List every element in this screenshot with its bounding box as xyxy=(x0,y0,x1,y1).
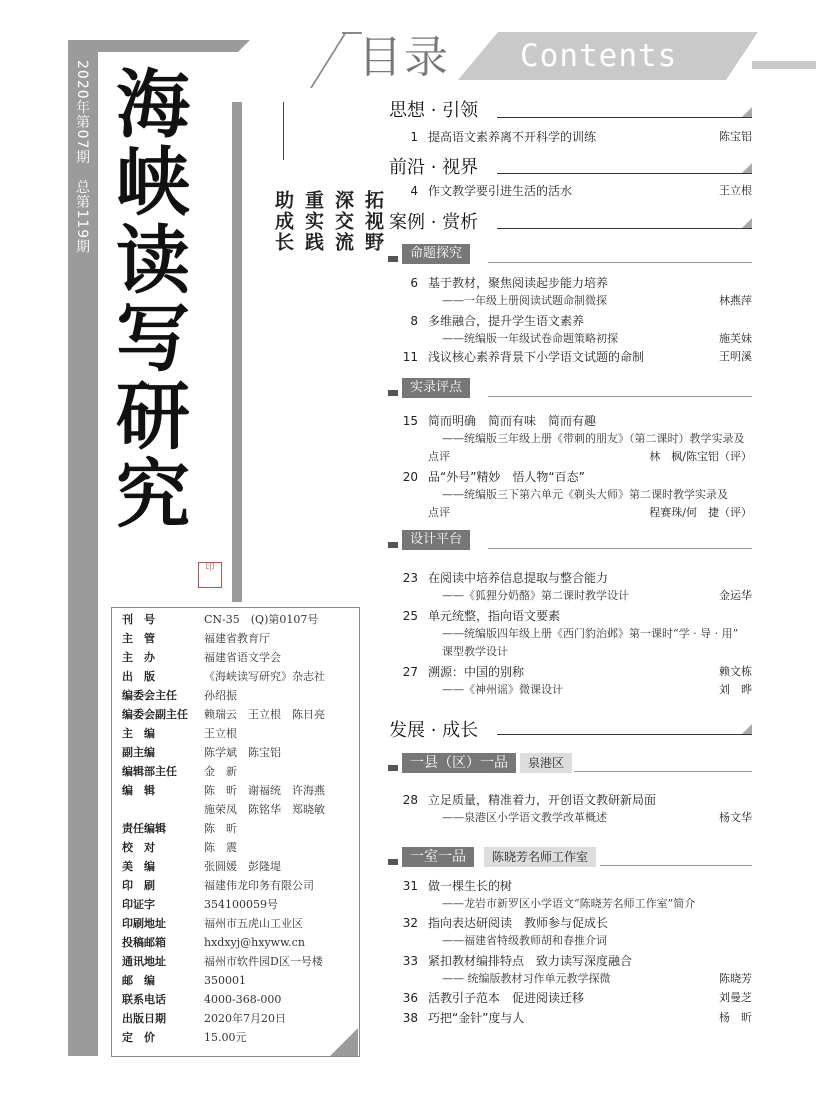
info-value: 《海峡读写研究》杂志社 xyxy=(204,670,325,683)
top-decorative-bar xyxy=(98,40,238,52)
info-label: 主 管 xyxy=(122,632,155,645)
section-arrow xyxy=(742,163,752,173)
publication-info-box xyxy=(111,607,360,1057)
info-value: 张圆媛 彭隆堤 xyxy=(204,860,281,873)
info-row xyxy=(122,1010,286,1028)
info-row xyxy=(122,744,281,762)
info-row xyxy=(122,820,237,838)
page-number: 31 xyxy=(402,879,418,893)
page-number: 38 xyxy=(402,1011,418,1025)
info-value: 陈学斌 陈宝铝 xyxy=(204,746,281,759)
page-title: 目录 xyxy=(358,32,450,83)
subsection-header xyxy=(388,530,752,550)
subsection-rule xyxy=(600,865,752,866)
info-value: hxdxyj@hxyww.cn xyxy=(204,936,305,949)
banner-tail xyxy=(752,61,816,69)
article-subtitle: ——《神州谣》微课设计 xyxy=(442,683,563,696)
subsection-tag: 一县（区）一品 xyxy=(402,753,516,773)
info-value: 金 新 xyxy=(204,765,237,778)
bar-corner xyxy=(238,40,250,52)
info-value: 赖瑞云 王立根 陈日亮 xyxy=(204,708,325,721)
page-number: 33 xyxy=(402,954,418,968)
article-subtitle: ——一年级上册阅读试题命制微探 xyxy=(442,294,607,307)
info-label: 校 对 xyxy=(122,841,155,854)
section-rule xyxy=(497,228,752,229)
motto-part: 深交流 xyxy=(332,190,354,253)
article-title: 巧把“金针”度与人 xyxy=(428,1011,525,1025)
subsection-subtag: 泉港区 xyxy=(520,753,572,773)
section-title: 思想 · 引领 xyxy=(389,100,479,121)
info-label: 主 编 xyxy=(122,727,155,740)
article-title: 多维融合，提升学生语文素养 xyxy=(428,314,585,328)
title-char: 写 xyxy=(116,296,190,382)
info-row xyxy=(122,915,303,933)
page-number: 8 xyxy=(410,314,418,328)
article-title: 浅议核心素养背景下小学语文试题的命制 xyxy=(428,350,645,364)
info-label: 刊 号 xyxy=(122,613,155,626)
subsection-marker xyxy=(388,542,398,548)
info-row xyxy=(122,953,323,971)
page-number: 6 xyxy=(410,276,418,290)
info-row xyxy=(122,630,270,648)
info-row xyxy=(122,877,314,895)
subsection-rule xyxy=(488,396,752,397)
motto-part: 助成长 xyxy=(272,190,294,253)
section-arrow xyxy=(742,107,752,117)
info-row xyxy=(122,934,305,952)
info-label: 投稿邮箱 xyxy=(122,936,166,949)
issue-info: 2020年第07期 总第119期 xyxy=(74,60,90,255)
info-label: 编 辑 xyxy=(122,784,155,797)
article-subtitle: ——泉港区小学语文教学改革概述 xyxy=(442,811,607,824)
section-rule xyxy=(497,117,752,118)
section-rule xyxy=(497,173,752,174)
info-value: 陈 昕 xyxy=(204,822,237,835)
section-arrow xyxy=(742,724,752,734)
info-value: CN-35 (Q)第0107号 xyxy=(204,613,319,626)
contents-label: Contents xyxy=(520,38,678,74)
author: 赖文栋 xyxy=(719,665,752,678)
article-title: 提高语文素养离不开科学的训练 xyxy=(428,130,597,144)
info-row xyxy=(122,687,237,705)
section-rule xyxy=(497,734,752,735)
author: 陈晓芳 xyxy=(719,972,752,985)
section-title: 发展 · 成长 xyxy=(389,720,479,741)
page-number: 28 xyxy=(402,793,418,807)
subsection-marker xyxy=(388,859,398,865)
info-row xyxy=(122,649,281,667)
page-number: 20 xyxy=(402,470,418,484)
article-subtitle: 点评 xyxy=(428,450,450,463)
subsection-tag: 一室一品 xyxy=(402,847,474,867)
info-row xyxy=(122,858,281,876)
article-title: 简而明确 简而有味 简而有趣 xyxy=(428,414,597,428)
info-value: 354100059号 xyxy=(204,898,278,911)
page-number: 32 xyxy=(402,916,418,930)
info-value: 陈 震 xyxy=(204,841,237,854)
motto xyxy=(268,190,388,550)
title-char: 究 xyxy=(116,452,190,538)
info-row xyxy=(122,991,281,1009)
page-number: 27 xyxy=(402,665,418,679)
author: 王立根 xyxy=(719,184,752,197)
article-title: 品“外号”精妙 悟人物“百态” xyxy=(428,470,585,484)
article-subtitle: ——统编版四年级上册《西门豹治邺》第一课时“学 · 导 · 用” xyxy=(442,627,739,640)
article-title: 做一棵生长的树 xyxy=(428,879,513,893)
info-label: 编委会主任 xyxy=(122,689,177,702)
article-subtitle: ——福建省特级教师胡和春推介词 xyxy=(442,934,607,947)
article-subtitle: ——《狐狸分奶酪》第二课时教学设计 xyxy=(442,589,629,602)
info-value: 350001 xyxy=(204,974,246,987)
subsection-header xyxy=(388,378,752,398)
info-row xyxy=(122,896,278,914)
info-label: 联系电话 xyxy=(122,993,166,1006)
subsection-subtag: 陈晓芳名师工作室 xyxy=(484,847,596,867)
subsection-rule xyxy=(488,548,752,549)
article-subtitle: 课型教学设计 xyxy=(442,645,508,658)
info-row xyxy=(122,763,237,781)
info-row xyxy=(122,1029,247,1047)
subsection-tag: 实录评点 xyxy=(402,378,470,398)
info-label: 通讯地址 xyxy=(122,955,166,968)
motto-part: 拓视野 xyxy=(362,190,384,253)
motto-part: 重实践 xyxy=(302,190,324,253)
author: 刘曼芝 xyxy=(719,991,752,1004)
title-char: 海 xyxy=(116,62,190,148)
info-label: 编委会副主任 xyxy=(122,708,188,721)
subsection-tag: 命题探究 xyxy=(402,244,470,264)
article-title: 在阅读中培养信息提取与整合能力 xyxy=(428,571,609,585)
header-slash xyxy=(310,34,346,88)
inner-decorative-bar xyxy=(232,102,242,602)
author: 杨文华 xyxy=(719,811,752,824)
info-value: 施荣凤 陈铭华 郑晓敏 xyxy=(204,803,325,816)
subsection-marker xyxy=(388,765,398,771)
article-subtitle: ——统编版三下第六单元《剃头大师》第二课时教学实录及 xyxy=(442,488,728,501)
section-title: 前沿 · 视界 xyxy=(389,157,479,178)
info-label: 出版日期 xyxy=(122,1012,166,1025)
info-label: 印 刷 xyxy=(122,879,155,892)
page-number: 4 xyxy=(410,184,418,198)
info-value: 福建伟龙印务有限公司 xyxy=(204,879,314,892)
title-char: 峡 xyxy=(116,140,190,226)
page-number: 15 xyxy=(402,414,418,428)
author: 杨 昕 xyxy=(719,1011,752,1024)
article-title: 指向表达研阅读 教师参与促成长 xyxy=(428,916,609,930)
info-row xyxy=(122,972,246,990)
author: 林燕萍 xyxy=(719,294,752,307)
info-label: 责任编辑 xyxy=(122,822,166,835)
info-label: 编辑部主任 xyxy=(122,765,177,778)
info-row xyxy=(122,668,325,686)
info-value: 福建省教育厅 xyxy=(204,632,270,645)
info-value: 福州市软件园D区一号楼 xyxy=(204,955,323,968)
page-number: 25 xyxy=(402,609,418,623)
subsection-header xyxy=(388,244,752,264)
page-number: 1 xyxy=(410,130,418,144)
article-title: 单元统整，指向语文要素 xyxy=(428,609,561,623)
info-value: 陈 昕 谢福统 许海燕 xyxy=(204,784,325,797)
info-label: 美 编 xyxy=(122,860,155,873)
title-char: 读 xyxy=(116,218,190,304)
info-box-corner xyxy=(330,1028,358,1056)
author: 金运华 xyxy=(719,589,752,602)
info-row xyxy=(122,839,237,857)
article-subtitle: ——统编版一年级试卷命题策略初探 xyxy=(442,332,618,345)
info-row xyxy=(122,782,325,800)
subsection-tag: 设计平台 xyxy=(402,530,470,550)
author: 施芙妹 xyxy=(719,332,752,345)
info-label: 副主编 xyxy=(122,746,155,759)
title-char: 研 xyxy=(116,374,190,460)
info-value: 福建省语文学会 xyxy=(204,651,281,664)
page-number: 11 xyxy=(402,350,418,364)
info-row xyxy=(122,801,325,819)
article-subtitle: ——龙岩市新罗区小学语文“陈晓芳名师工作室”简介 xyxy=(442,897,696,910)
section-arrow xyxy=(742,218,752,228)
article-subtitle: 点评 xyxy=(428,506,450,519)
info-label: 定 价 xyxy=(122,1031,155,1044)
info-value: 孙绍振 xyxy=(204,689,237,702)
author: 程赛珠/何 捷（评） xyxy=(649,506,752,519)
info-row xyxy=(122,725,237,743)
author: 刘 晔 xyxy=(719,683,752,696)
subsection-marker xyxy=(388,256,398,262)
subsection-header xyxy=(388,753,752,773)
magazine-title xyxy=(108,62,198,538)
article-subtitle: ——统编版三年级上册《带刺的朋友》（第二课时）教学实录及 xyxy=(442,432,745,445)
section-title: 案例 · 赏析 xyxy=(389,212,479,233)
page-number: 23 xyxy=(402,571,418,585)
info-row xyxy=(122,611,318,629)
article-subtitle: —— 统编版教材习作单元教学探微 xyxy=(442,972,611,985)
article-title: 溯源：中国的别称 xyxy=(428,665,525,679)
author: 王明溪 xyxy=(719,350,752,363)
info-row xyxy=(122,706,325,724)
info-value: 福州市五虎山工业区 xyxy=(204,917,303,930)
subsection-rule xyxy=(488,262,752,263)
subsection-rule xyxy=(574,771,752,772)
seal-stamp: 印 xyxy=(198,562,222,588)
article-title: 活教引子范本 促进阅读迁移 xyxy=(428,991,585,1005)
info-value: 4000-368-000 xyxy=(204,993,282,1006)
info-label: 邮 编 xyxy=(122,974,155,987)
info-value: 王立根 xyxy=(204,727,237,740)
info-label: 主 办 xyxy=(122,651,155,664)
page-number: 36 xyxy=(402,991,418,1005)
info-label: 印证字 xyxy=(122,898,155,911)
info-label: 印刷地址 xyxy=(122,917,166,930)
article-title: 紧扣教材编排特点 致力读写深度融合 xyxy=(428,954,633,968)
subsection-header xyxy=(388,847,752,867)
info-value: 2020年7月20日 xyxy=(204,1012,286,1025)
motto-divider xyxy=(283,102,284,160)
author: 林 枫/陈宝铝（评） xyxy=(649,450,752,463)
author: 陈宝铝 xyxy=(719,130,752,143)
article-title: 基于教材，聚焦阅读起步能力培养 xyxy=(428,276,609,290)
info-label: 出 版 xyxy=(122,670,155,683)
article-title: 立足质量，精准着力，开创语文教研新局面 xyxy=(428,793,657,807)
subsection-marker xyxy=(388,390,398,396)
article-title: 作文教学要引进生活的活水 xyxy=(428,184,573,198)
info-value: 15.00元 xyxy=(204,1031,247,1044)
